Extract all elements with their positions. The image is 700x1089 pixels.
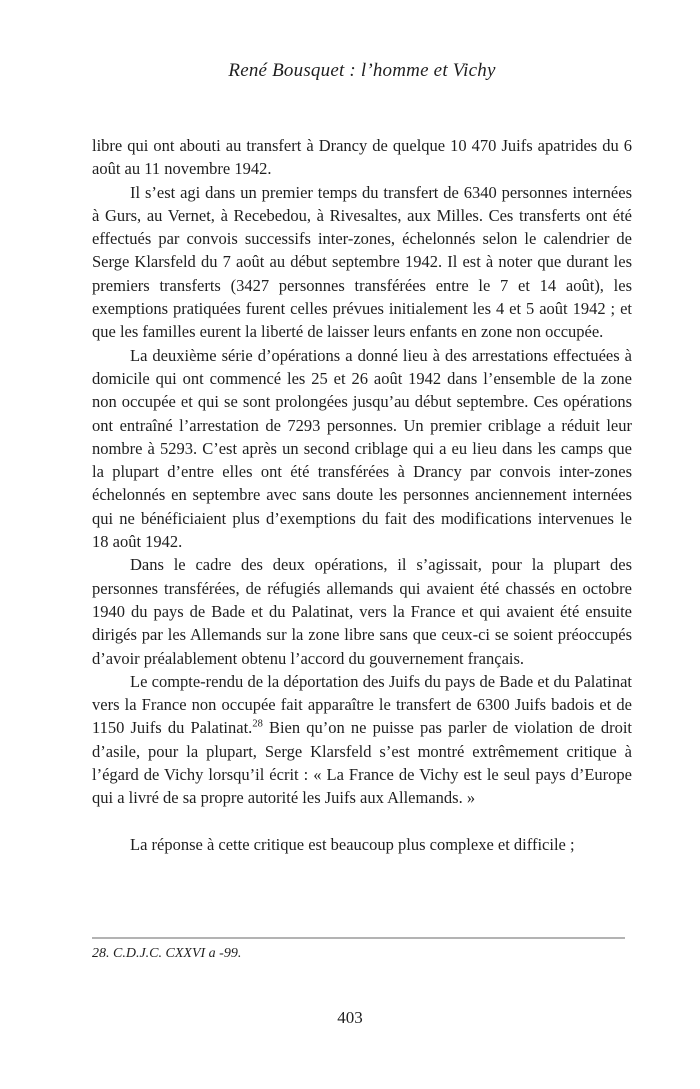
footnote-separator [92,937,625,939]
paragraph-reponse: La réponse à cette critique est beaucoup plus complexe et difficile ; [130,834,575,854]
compte-rendu-text-before-ref: Le compte-rendu de la déportation des Juifs du pays de Bade et du Palatinat vers la France non occupée fait apparaître le transfert de 6300 Juifs badois et de 1150 Juifs du Palatinat. [92,671,632,738]
paragraph-deuxieme-serie: La deuxième série d’opérations a donné lieu à des arrestations effectuées à domicile qui ont commencé les 25 et 26 août 1942 dans l’ensemble de la zone non occupée et qui se sont prolongées jusqu’au début septembre. Ces opérations ont entraîné l’arrestation de 7293 personnes. Un premier criblage a réduit leur nombre à 5293. C’est après un second criblage qui a eu lieu dans les camps que la plupart d’entre elles ont été transférées à Drancy par convois inter-zones échelonnés en septembre avec sans doute les personnes anciennement internées qui ne bénéficiaient plus d’exemptions du fait des modifications intervenues le 18 août 1942. [92,345,632,552]
footnote: 28. C.D.J.C. CXXVI a -99. [92,946,242,961]
paragraph-cadre-operations: Dans le cadre des deux opérations, il s’agissait, pour la plupart des personnes transférées, de réfugiés allemands qui avaient été chassés en octobre 1940 du pays de Bade et du Palatinat, vers la France et qui avaient été ensuite dirigés par les Allemands sur la zone libre sans que ceux-ci se soient préoccupés d’avoir préalablement obtenu l’accord du gouvernement français. [92,555,632,668]
running-head: René Bousquet : l’homme et Vichy [228,60,496,81]
page-number: 403 [337,1008,363,1027]
paragraph-premier-temps: Il s’est agi dans un premier temps du transfert de 6340 personnes internées à Gurs, au Vernet, à Recebedou, à Rivesaltes, aux Milles. Ces transferts ont été effectués par convois successifs inter-zones, échelonnés selon le calendrier de Serge Klarsfeld du 7 août au début septembre 1942. Il est à noter que durant les premiers transferts (3427 personnes transférées entre le 7 et 14 août), les exemptions pratiquées furent celles prévues initialement les 4 et 5 août 1942 ; et que les familles eurent la liberté de laisser leurs enfants en zone non occupée. [92,182,632,342]
footnote-block [92,937,632,963]
paragraph-continuation: libre qui ont abouti au transfert à Drancy de quelque 10 470 Juifs apatrides du 6 août au 11 novembre 1942. [92,136,632,179]
compte-rendu-text-after-ref: Bien qu’on ne puisse pas parler de violation de droit d’asile, pour la plupart, Serge Klarsfeld s’est montré extrêmement critique à l’égard de Vichy lorsqu’il écrit : « La France de Vichy est le seul pays d’Europe qui a livré de sa propre autorité les Juifs aux Allemands. » [92,718,633,808]
footnote-reference: 28 [252,718,263,730]
paragraph-compte-rendu [92,670,632,810]
page-body [92,134,632,856]
